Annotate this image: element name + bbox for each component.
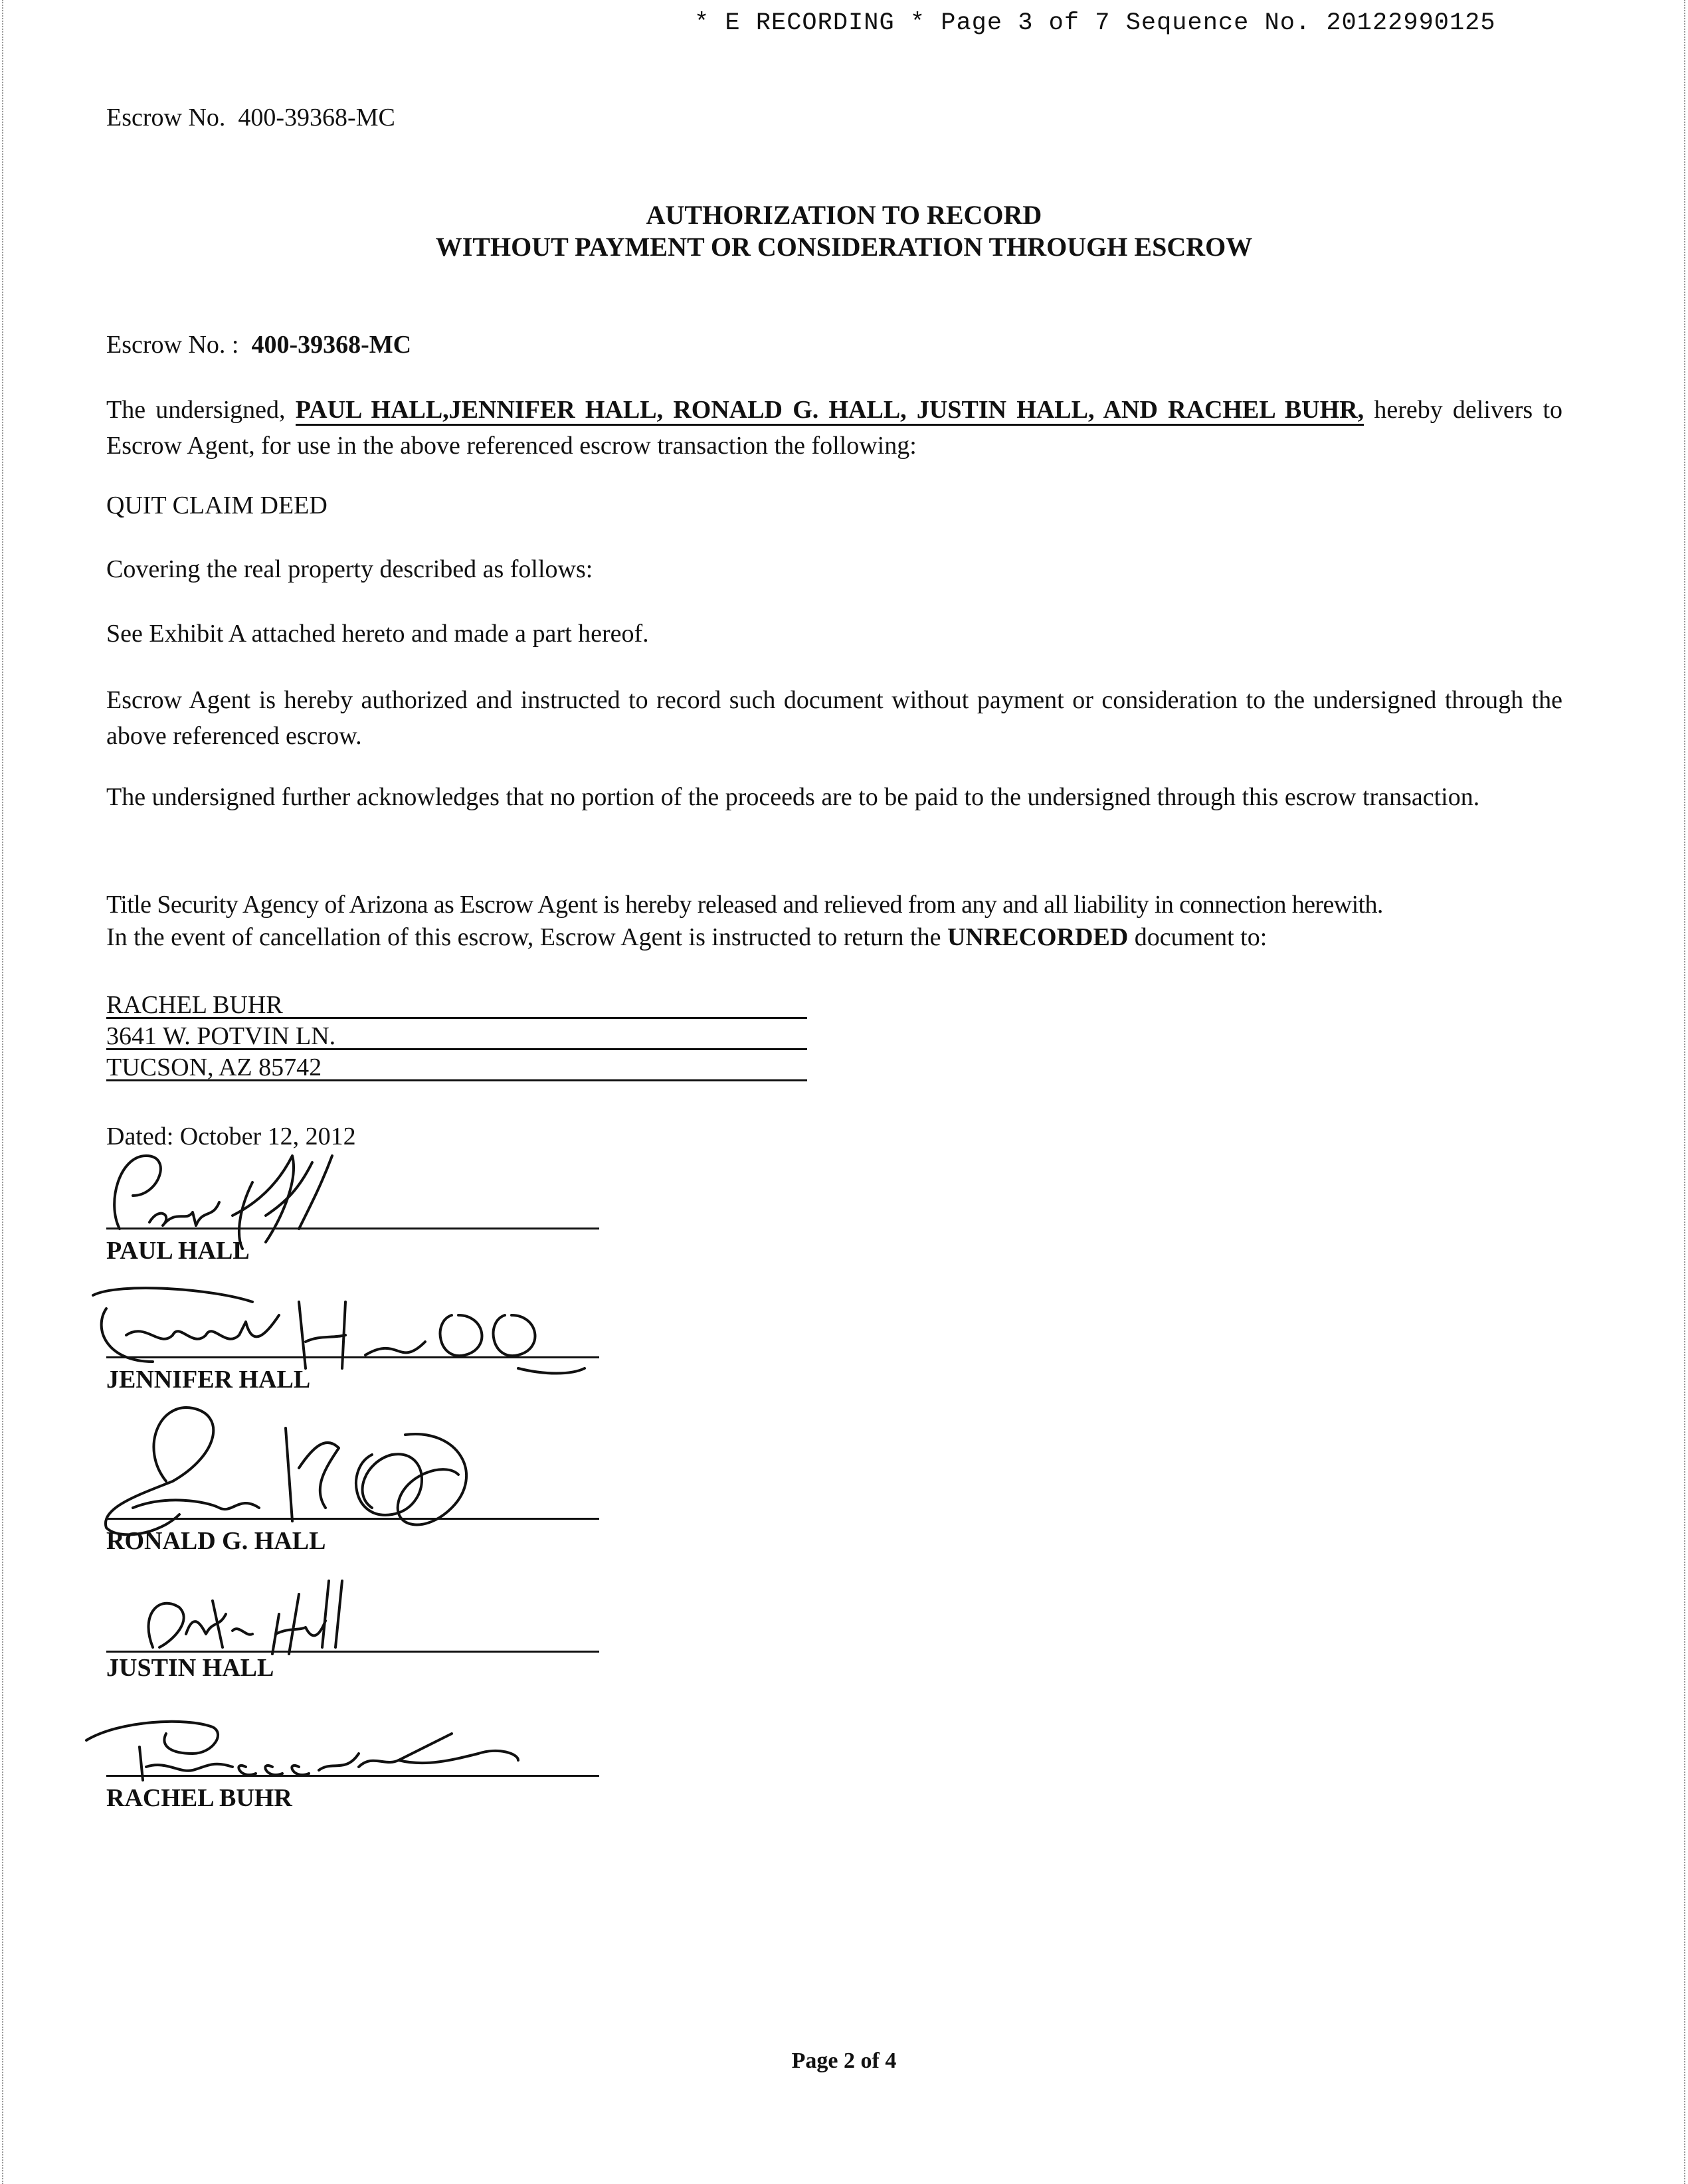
signatory-justin-hall: JUSTIN HALL [106,1654,274,1682]
release-line2-suffix: document to: [1134,923,1267,951]
signature-line-paul-hall [106,1228,599,1229]
release-line2-prefix: In the event of cancellation of this escrow, Escrow Agent is instructed to return the [106,923,941,951]
signatory-ronald-hall: RONALD G. HALL [106,1527,326,1555]
document-title-line1: AUTHORIZATION TO RECORD [646,200,1042,230]
scan-edge-right [1684,0,1685,2184]
acknowledgement-paragraph: The undersigned further acknowledges that no portion of the proceeds are to be paid to the undersigned through this escrow transaction. [106,783,1480,811]
escrow-value-second: 400-39368-MC [251,331,412,359]
undersigned-names: PAUL HALL,JENNIFER HALL, RONALD G. HALL, JUSTIN HALL, AND RACHEL BUHR, [296,396,1364,426]
release-line1: Title Security Agency of Arizona as Escrow Agent is hereby released and relieved from any and all liability in connection herewith. [106,891,1383,919]
release-line2 [106,925,1267,950]
undersigned-prefix: The undersigned, [106,396,286,424]
authorization-paragraph: Escrow Agent is hereby authorized and instructed to record such document without payment or consideration to the undersigned through the above referenced escrow. [106,686,1562,750]
recording-header: * E RECORDING * Page 3 of 7 Sequence No. 20122990125 [694,9,1496,37]
return-city-line [106,1079,807,1081]
signature-ronald-hall [86,1395,485,1548]
undersigned-paragraph [106,392,1562,464]
page-number-footer: Page 2 of 4 [791,2048,897,2073]
signature-line-jennifer-hall [106,1356,599,1358]
signatory-jennifer-hall: JENNIFER HALL [106,1366,311,1394]
escrow-label: Escrow No. [106,104,226,132]
exhibit-statement: See Exhibit A attached hereto and made a part hereof. [106,620,649,648]
signatory-rachel-buhr: RACHEL BUHR [106,1784,292,1812]
release-unrecorded: UNRECORDED [947,923,1129,951]
return-name-line [106,1017,807,1019]
document-type: QUIT CLAIM DEED [106,492,328,519]
signature-justin-hall [100,1574,365,1661]
return-street: 3641 W. POTVIN LN. [106,1022,336,1050]
signature-line-ronald-hall [106,1518,599,1520]
signatory-paul-hall: PAUL HALL [106,1237,250,1265]
signature-line-rachel-buhr [106,1775,599,1777]
dated-line: Dated: October 12, 2012 [106,1123,356,1150]
undersigned-suffix: hereby delivers to Escrow Agent, for use in the above referenced escrow transaction the following: [106,396,1562,460]
return-street-line [106,1048,807,1050]
scan-edge-left [2,0,3,2184]
signature-line-justin-hall [106,1651,599,1653]
covering-statement: Covering the real property described as follows: [106,555,593,583]
return-city: TUCSON, AZ 85742 [106,1053,322,1081]
return-name: RACHEL BUHR [106,991,283,1019]
escrow-number-second [106,332,411,357]
document-title-line2: WITHOUT PAYMENT OR CONSIDERATION THROUGH ESCROW [435,232,1253,262]
escrow-number-top [106,105,395,130]
escrow-value: 400-39368-MC [238,104,395,132]
escrow-label-second: Escrow No. : [106,331,239,359]
